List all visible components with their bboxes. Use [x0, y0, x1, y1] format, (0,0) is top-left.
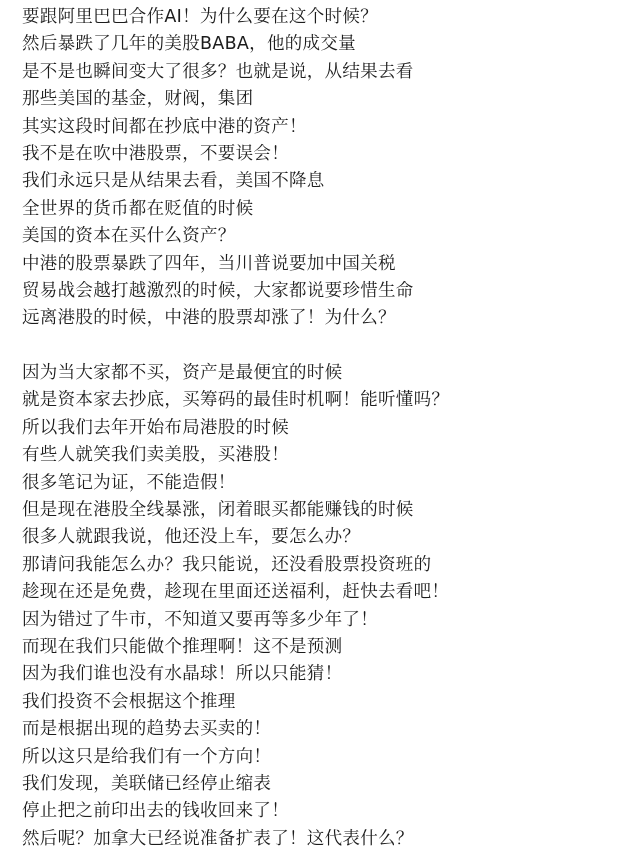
- text-line: 所以这只是给我们有一个方向！: [22, 746, 272, 767]
- text-line: 就是资本家去抄底，买筹码的最佳时机啊！能听懂吗？: [22, 390, 450, 411]
- text-line: 我们投资不会根据这个推理: [22, 691, 236, 712]
- text-line: 远离港股的时候，中港的股票却涨了！为什么？: [22, 308, 396, 329]
- text-line: 是不是也瞬间变大了很多？也就是说，从结果去看: [22, 61, 414, 82]
- text-line: 那请问我能怎么办？我只能说，还没看股票投资班的: [22, 554, 432, 575]
- text-line: 我们永远只是从结果去看，美国不降息: [22, 171, 325, 192]
- text-line: 而现在我们只能做个推理啊！这不是预测: [22, 636, 343, 657]
- text-line: 而是根据出现的趋势去买卖的！: [22, 719, 272, 740]
- text-line: 有些人就笑我们卖美股，买港股！: [22, 445, 289, 466]
- text-line: 停止把之前印出去的钱收回来了！: [22, 801, 289, 822]
- text-line: 要跟阿里巴巴合作AI！为什么要在这个时候？: [22, 7, 378, 27]
- document-body: [22, 4, 632, 853]
- text-line: 然后呢？加拿大已经说准备扩表了！这代表什么？: [22, 828, 414, 849]
- text-line: 因为错过了牛市，不知道又要再等多少年了！: [22, 609, 378, 630]
- text-line: 但是现在港股全线暴涨，闭着眼买都能赚钱的时候: [22, 500, 414, 521]
- text-line: 趁现在还是免费，趁现在里面还送福利，赶快去看吧！: [22, 582, 450, 603]
- text-line: 那些美国的基金，财阀，集团: [22, 89, 254, 110]
- paragraph-1: [22, 4, 632, 333]
- text-line: 然后暴跌了几年的美股BABA，他的成交量: [22, 34, 356, 55]
- text-line: 因为我们谁也没有水晶球！所以只能猜！: [22, 664, 343, 685]
- text-line: 很多人就跟我说，他还没上车，要怎么办？: [22, 527, 361, 548]
- text-line: 贸易战会越打越激烈的时候，大家都说要珍惜生命: [22, 280, 414, 301]
- text-line: 我们发现，美联储已经停止缩表: [22, 773, 272, 794]
- text-line: 我不是在吹中港股票，不要误会！: [22, 143, 289, 164]
- text-line: 很多笔记为证，不能造假！: [22, 472, 236, 493]
- text-line: 其实这段时间都在抄底中港的资产！: [22, 116, 307, 137]
- text-line: 全世界的货币都在贬值的时候: [22, 198, 254, 219]
- paragraph-gap: [22, 333, 632, 360]
- text-line: 美国的资本在买什么资产？: [22, 226, 236, 247]
- text-line: 中港的股票暴跌了四年，当川普说要加中国关税: [22, 253, 396, 274]
- text-line: 因为当大家都不买，资产是最便宜的时候: [22, 363, 343, 384]
- text-line: 所以我们去年开始布局港股的时候: [22, 417, 289, 438]
- paragraph-2: [22, 360, 632, 853]
